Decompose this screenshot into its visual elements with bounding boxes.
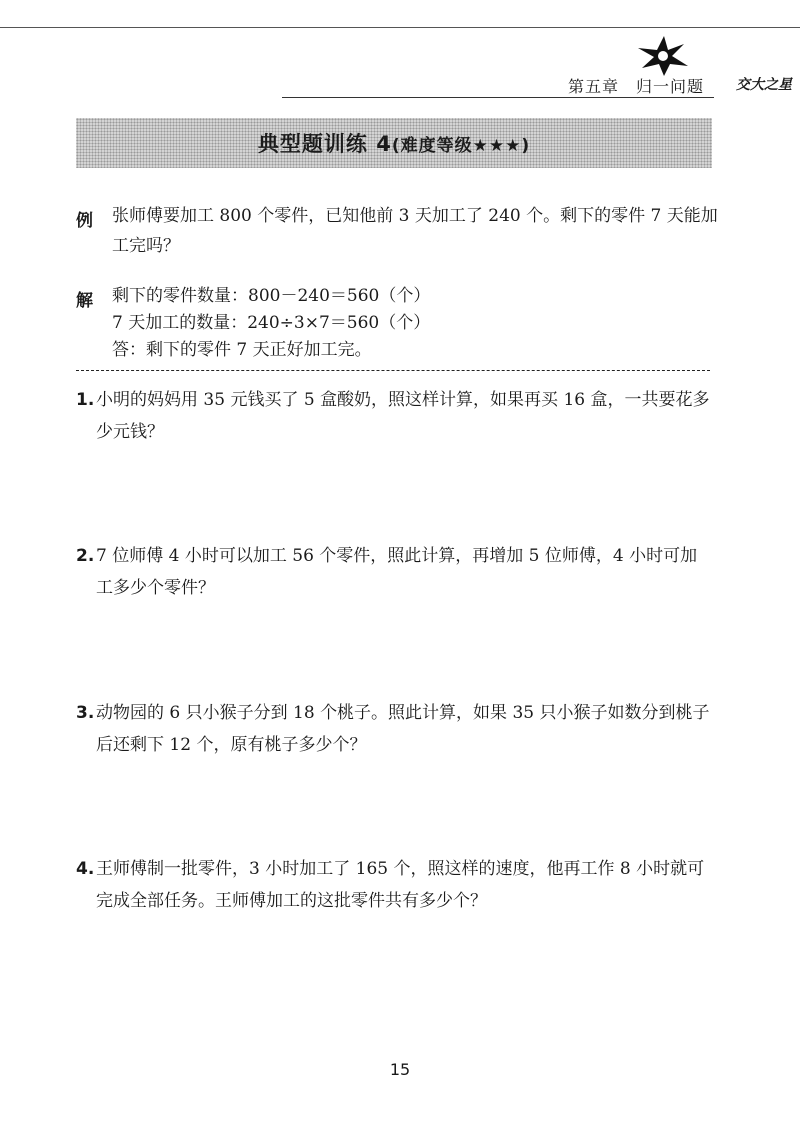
question-text: 动物园的 6 只小猴子分到 18 个桃子。照此计算，如果 35 只小猴子如数分到桃子后还剩下 12 个，原有桃子多少个？ — [96, 703, 710, 755]
section-banner — [76, 118, 712, 168]
question-text: 王师傅制一批零件，3 小时加工了 165 个，照这样的速度，他再工作 8 小时就可完成全部任务。王师傅加工的这批零件共有多少个？ — [96, 859, 705, 911]
solution-answer: 答：剩下的零件 7 天正好加工完。 — [112, 340, 372, 360]
question-number: 2. — [76, 546, 95, 566]
solution-line: 剩下的零件数量：800－240＝560（个） — [112, 286, 431, 306]
page-number: 15 — [389, 1060, 411, 1079]
question-number: 1. — [76, 390, 95, 410]
banner-subtitle: (难度等级★★★) — [391, 135, 531, 156]
brand-name: 交大之星 — [736, 77, 792, 93]
solution-line: 7 天加工的数量：240÷3×7＝560（个） — [112, 313, 431, 333]
example-label: 例 — [76, 211, 93, 231]
banner-title: 典型题训练 4 — [257, 132, 392, 156]
example-text: 张师傅要加工 800 个零件，已知他前 3 天加工了 240 个。剩下的零件 7 天能加工完吗？ — [112, 206, 718, 256]
solution-label: 解 — [76, 291, 93, 311]
top-rule — [0, 27, 800, 28]
chapter-title: 第五章 归一问题 — [567, 77, 704, 96]
question-number: 3. — [76, 703, 95, 723]
question-number: 4. — [76, 859, 95, 879]
dashed-divider — [76, 370, 710, 371]
question-text: 小明的妈妈用 35 元钱买了 5 盒酸奶，照这样计算，如果再买 16 盒，一共要花多少元钱？ — [96, 390, 710, 442]
chapter-rule — [282, 97, 714, 98]
question-text: 7 位师傅 4 小时可以加工 56 个零件，照此计算，再增加 5 位师傅，4 小时可加工多少个零件？ — [96, 546, 698, 598]
star-logo-icon — [630, 34, 692, 78]
